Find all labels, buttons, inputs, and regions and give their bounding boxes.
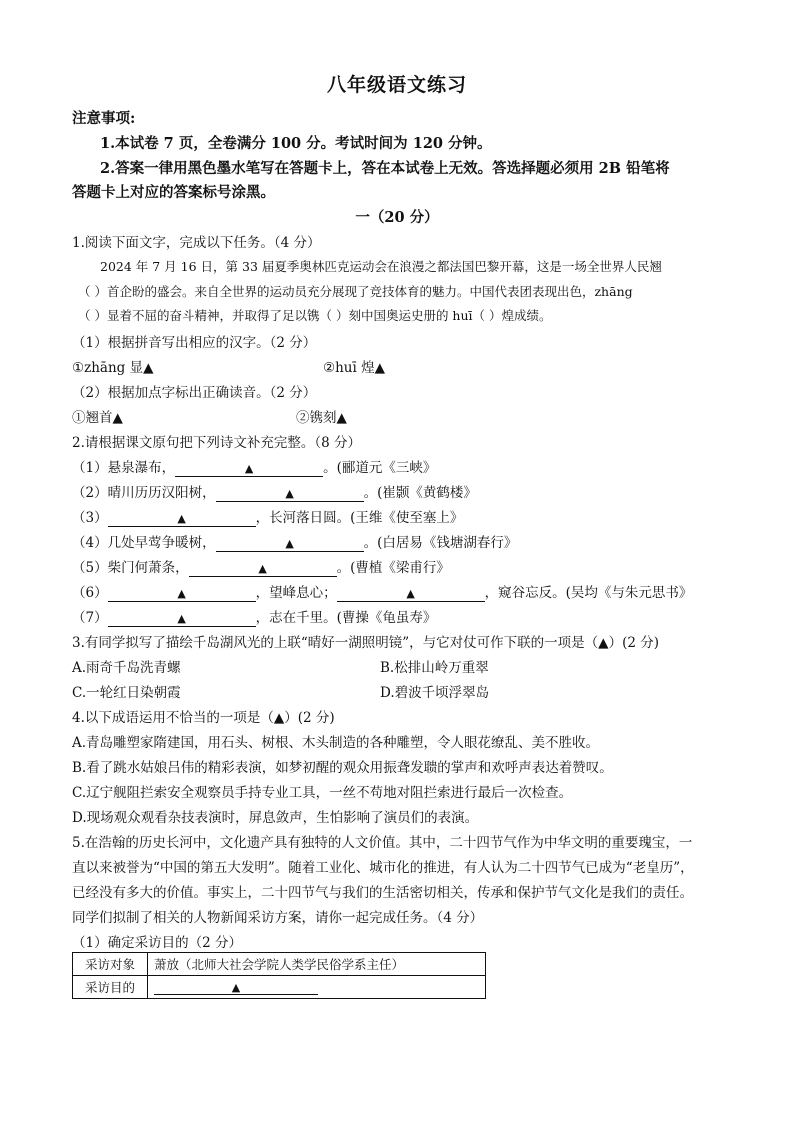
q1-sub2: （2）根据加点字标出正确读音。（2 分） [72, 385, 317, 401]
answer-marker: ▲ [406, 587, 415, 600]
q4-stem: 4.以下成语运用不恰当的一项是（▲）(2 分) [72, 710, 335, 726]
notice-item-2b: 答题卡上对应的答案标号涂黑。 [72, 184, 275, 201]
table-row [73, 953, 486, 976]
q2-line-7-source: ，志在千里。(曹操《龟虽寿》 [255, 610, 437, 626]
q2-line-2-source: 。(崔颢《黄鹤楼》 [363, 485, 477, 501]
q1-stem: 1.阅读下面文字，完成以下任务。（4 分） [72, 235, 321, 251]
table-cell-value: 萧放（北师大社会学院人类学民俗学系主任） [148, 953, 486, 976]
section-heading: 一（20 分） [355, 209, 439, 226]
table-row [73, 976, 486, 999]
answer-blank[interactable] [189, 561, 337, 577]
q1-sub2-b: ②镌刻▲ [296, 410, 347, 426]
answer-blank[interactable] [108, 586, 256, 602]
answer-marker: ▲ [231, 981, 241, 994]
q1-passage-line-2: （ ）首企盼的盛会。来自全世界的运动员充分展现了竞技体育的魅力。中国代表团表现出色，zhāng [78, 284, 633, 299]
q2-line-7 [72, 606, 436, 627]
q2-line-6 [72, 581, 692, 602]
answer-marker: ▲ [285, 537, 294, 550]
q2-line-3 [72, 506, 463, 527]
q5-passage-line-2: 直以来被誉为“中国的第五大发明”。随着工业化、城市化的推进，有人认为二十四节气已成为“老皇历”， [72, 860, 694, 876]
answer-blank[interactable] [154, 979, 318, 995]
q2-line-2-prefix: （2）晴川历历汉阳树， [72, 485, 216, 501]
q5-passage-line-1: 5.在浩翰的历史长河中，文化遗产具有独特的人文价值。其中，二十四节气作为中华文明的重要瑰宝，一 [72, 835, 693, 851]
answer-marker: ▲ [285, 487, 294, 500]
answer-blank[interactable] [216, 536, 364, 552]
answer-marker: ▲ [177, 512, 186, 525]
q2-line-6-source: ，窥谷忘反。(吴均《与朱元思书》 [484, 585, 693, 601]
q3-stem: 3.有同学拟写了描绘千岛湖风光的上联“晴好一湖照明镜”，与它对仗可作下联的一项是（▲）(2 分) [72, 635, 659, 651]
answer-marker: ▲ [258, 562, 267, 575]
table-cell-label: 采访目的 [73, 976, 148, 999]
q1-passage-line-3: （ ）显着不屈的奋斗精神，并取得了足以镌（ ）刻中国奥运史册的 huī（ ）煌成绩。 [78, 308, 552, 323]
answer-blank[interactable] [216, 486, 364, 502]
q2-line-1-prefix: （1）悬泉瀑布， [72, 460, 176, 476]
q2-line-6-middle: ，望峰息心； [255, 585, 337, 601]
q2-line-1 [72, 456, 436, 477]
q5-passage-line-3: 已经没有多大的价值。事实上，二十四节气与我们的生活密切相关，传承和保护节气文化是我们的责任。 [72, 885, 693, 901]
q3-option-c: C.一轮红日染朝霞 [72, 685, 181, 701]
q5-sub1: （1）确定采访目的（2 分） [72, 935, 242, 951]
q2-line-5-source: 。(曹植《梁甫行》 [336, 560, 450, 576]
q1-passage-line-1: 2024 年 7 月 16 日，第 33 届夏季奥林匹克运动会在浪漫之都法国巴黎开幕，这是一场全世界人民翘 [100, 259, 662, 274]
q4-option-a: A.青岛雕塑家隋建国，用石头、树根、木头制造的各种雕塑，令人眼花缭乱、美不胜收。 [72, 735, 600, 751]
q2-line-4 [72, 531, 517, 552]
answer-marker: ▲ [177, 612, 186, 625]
q2-line-3-prefix: （3） [72, 510, 108, 526]
q2-line-7-prefix: （7） [72, 610, 108, 626]
q3-option-a: A.雨奇千岛洗青螺 [72, 660, 181, 676]
table-cell-label: 采访对象 [73, 953, 148, 976]
q4-option-b: B.看了跳水姑娘吕伟的精彩表演，如梦初醒的观众用振聋发聩的掌声和欢呼声表达着赞叹。 [72, 760, 613, 776]
q1-sub1-b: ②huī 煌▲ [323, 360, 385, 376]
notice-item-1: 1.本试卷 7 页，全卷满分 100 分。考试时间为 120 分钟。 [100, 135, 492, 152]
interview-plan-table [72, 952, 486, 999]
q2-line-4-prefix: （4）几处早莺争暖树， [72, 535, 216, 551]
answer-marker: ▲ [177, 587, 186, 600]
q4-option-c: C.辽宁舰阻拦索安全观察员手持专业工具，一丝不苟地对阻拦索进行最后一次检查。 [72, 785, 573, 801]
q2-line-6-prefix: （6） [72, 585, 108, 601]
q3-option-b: B.松排山岭万重翠 [380, 660, 489, 676]
q2-line-1-source: 。(郦道元《三峡》 [323, 460, 437, 476]
answer-blank[interactable] [108, 611, 256, 627]
q5-passage-line-4: 同学们拟制了相关的人物新闻采访方案，请你一起完成任务。（4 分） [72, 910, 484, 926]
q1-sub2-a: ①翘首▲ [72, 410, 123, 426]
notice-item-2a: 2.答案一律用黑色墨水笔写在答题卡上，答在本试卷上无效。答选择题必须用 2B 铅笔将 [100, 160, 670, 177]
answer-marker: ▲ [244, 462, 254, 475]
q1-sub1-a: ①zhāng 显▲ [72, 360, 154, 376]
q2-line-5-prefix: （5）柴门何萧条， [72, 560, 189, 576]
q2-line-5 [72, 556, 450, 577]
notice-heading: 注意事项: [72, 110, 136, 127]
table-cell-answer[interactable] [148, 976, 486, 999]
q4-option-d: D.现场观众观看杂技表演时，屏息敛声，生怕影响了演员们的表演。 [72, 810, 479, 826]
page-title: 八年级语文练习 [326, 74, 467, 96]
q3-option-d: D.碧波千顷浮翠岛 [380, 685, 490, 701]
answer-blank[interactable] [337, 586, 485, 602]
answer-blank[interactable] [175, 461, 323, 477]
q2-line-2 [72, 481, 477, 502]
q2-line-4-source: 。(白居易《钱塘湖春行》 [363, 535, 518, 551]
q2-stem: 2.请根据课文原句把下列诗文补充完整。（8 分） [72, 435, 362, 451]
answer-blank[interactable] [108, 511, 256, 527]
q1-sub1: （1）根据拼音写出相应的汉字。（2 分） [72, 335, 317, 351]
q2-line-3-source: ，长河落日圆。(王维《使至塞上》 [255, 510, 464, 526]
